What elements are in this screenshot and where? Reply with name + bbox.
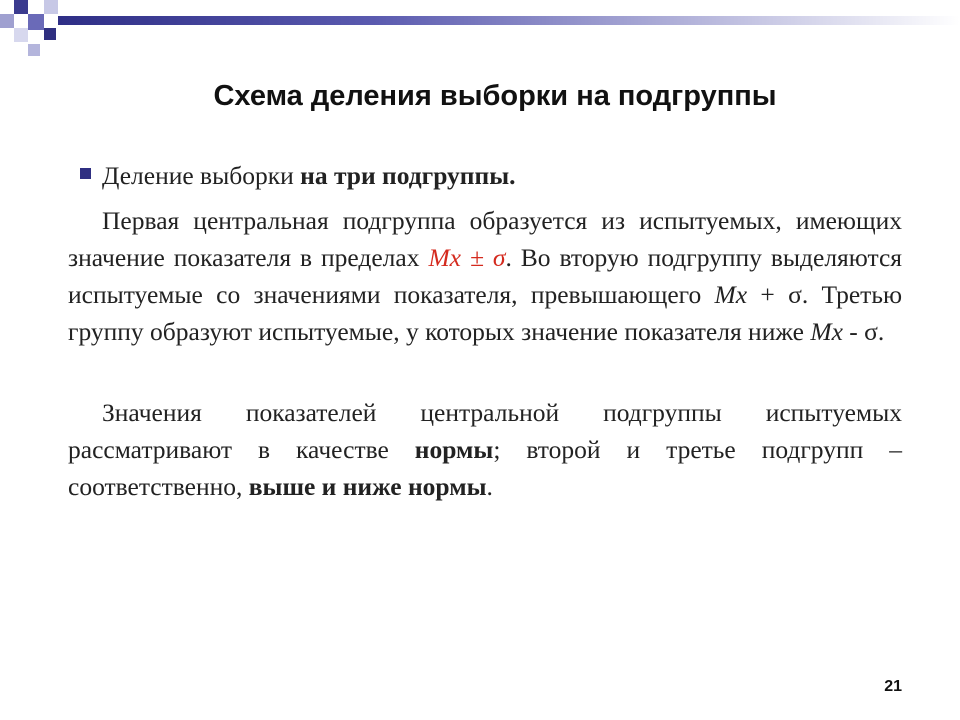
para1-text: + σ. Третью группу образуют испытуемые, у которых значение показателя ниже [68, 280, 902, 346]
para2-text: . [486, 472, 493, 501]
decor-square [28, 14, 44, 30]
bullet-text-bold: на три подгруппы. [300, 161, 516, 190]
para1-text: Первая центральная подгруппа образуется из испытуемых, имеющих значение показателя в пределах [68, 206, 902, 272]
decor-square [14, 28, 28, 42]
decor-square [14, 0, 28, 14]
bullet-item [102, 160, 912, 192]
decor-square [0, 14, 14, 28]
para2-bold-above-below: выше и ниже нормы [248, 472, 487, 501]
para1-text: . Во вторую подгруппу выделяются испытуемые со значениями показателя, превышающего [68, 243, 903, 309]
square-bullet-icon [80, 168, 91, 179]
para1-text: - σ. [842, 317, 885, 346]
paragraph-norms [68, 394, 902, 505]
para2-text: ; второй и третье подгрупп – соответственно, [68, 435, 902, 501]
page-number: 21 [884, 678, 902, 695]
para2-bold-norm: нормы [414, 435, 494, 464]
decor-square [28, 44, 40, 56]
header-gradient-bar [58, 16, 960, 25]
para2-text: Значения показателей центральной подгруппы испытуемых рассматривают в качестве [68, 398, 902, 464]
paragraph-subgroups [68, 202, 902, 350]
formula-mx: Mx [810, 317, 843, 346]
decor-square [44, 28, 56, 40]
slide-title: Схема деления выборки на подгруппы [213, 80, 777, 112]
bullet-text: Деление выборки [102, 161, 301, 190]
formula-mx-pm-sigma: Mx ± σ [428, 243, 506, 272]
formula-mx: Mx [714, 280, 748, 309]
decor-square [44, 0, 58, 14]
